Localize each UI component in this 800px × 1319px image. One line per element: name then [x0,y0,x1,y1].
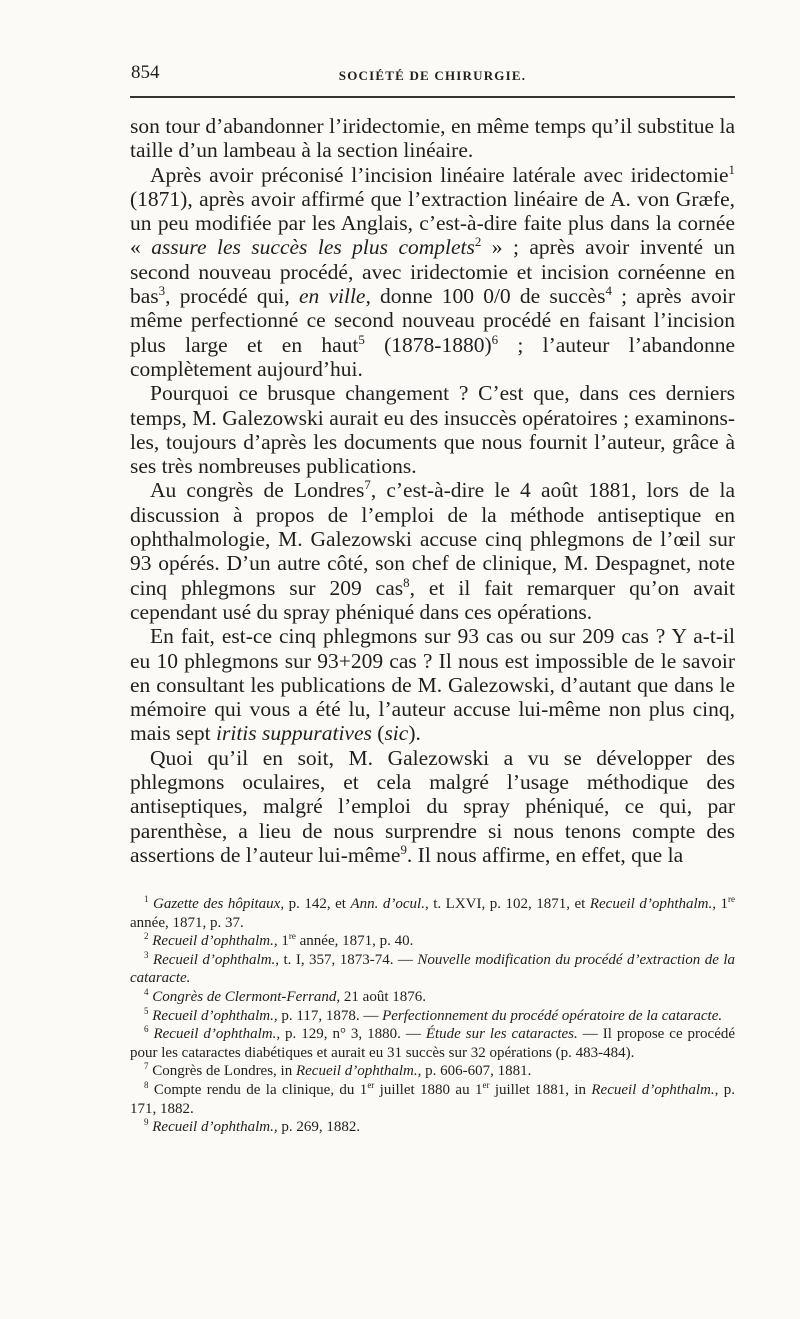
footnote-ref-9: 9 [400,842,407,857]
footnote-9: $^9$ Recueil d’ophthalm., p. 269, 1882. [144,1117,361,1136]
footnote-ref-7: 7 [364,478,371,493]
footnote-ref-8: 8 [403,575,410,590]
footnote-7: $^7$ Congrès de Londres, in Recueil d’ophthalm., p. 606-607, 1881. [144,1061,532,1080]
paragraph-2: Après avoir préconisé l’incision linéaire latérale avec iridectomie$^1$ (1871), après avoir affirmé que l’extraction linéaire de A. von Græfe, un peu modifiée par les Anglais, c’est-à-dire faite plus dans la cornée « assure les succès les plus complets$^2$ » ; après avoir inventé un second nouveau procédé, avec iridectomie et incision cornéenne en bas$^3$, procédé qui, en ville, donne 100 0/0 de succès$^4$ ; après avoir même perfectionné ce second nouveau procédé en faisant l’incision plus large et en haut$^5$ (1878-1880)$^6$ ; l’auteur l’abandonne complètement aujourd’hui. [130,162,736,381]
footnote-6: $^6$ Recueil d’ophthalm., p. 129, n° 3, 1880. — Étude sur les cataractes. — Il propose ce procédé pour les cataractes diabétiques et aurait eu 31 succès sur 32 opérations (p. 483-484). [130,1024,736,1061]
footnote-8: $^8$ Compte rendu de la clinique, du 1er juillet 1880 au 1er juillet 1881, in Recueil d’ophthalm., p. 171, 1882. [130,1079,736,1117]
footnote-ref-6: 6 [491,332,499,347]
footnote-4: $^4$ Congrès de Clermont-Ferrand, 21 août 1876. [144,986,426,1005]
paragraph-4: Au congrès de Londres$^7$, c’est-à-dire le 4 août 1881, lors de la discussion à propos de l’emploi de la méthode antiseptique en ophthalmologie, M. Galezowski accuse cinq phlegmons de l’œil sur 93 opérés. D’un autre côté, son chef de clinique, M. Despagnet, note cinq phlegmons sur 209 cas$^8$, et il fait remarquer qu’on avait cependant usé du spray phéniqué dans ces opérations. [130,478,736,624]
footnote-1: $^1$ Gazette des hôpitaux, p. 142, et Ann. d’ocul., t. LXVI, p. 102, 1871, et Recueil d’ophthalm., 1re année, 1871, p. 37. [130,894,736,931]
footnote-ref-5: 5 [358,332,365,347]
footnote-ref-4: 4 [605,283,612,298]
page-number: 854 [131,62,160,83]
footnote-ref-1: 1 [728,162,735,177]
footnote-ref-2: 2 [474,235,482,250]
footnote-ref-3: 3 [158,283,166,298]
paragraph-6: Quoi qu’il en soit, M. Galezowski a vu se développer des phlegmons oculaires, et cela malgré l’usage méthodique des antiseptiques, malgré l’emploi du spray phéniqué, ce qui, par parenthèse, a lieu de nous surprendre si nous tenons compte des assertions de l’auteur lui-même$^9$. Il nous affirme, en effet, que la [130,745,735,867]
paragraph-5: En fait, est-ce cinq phlegmons sur 93 cas ou sur 209 cas ? Y a-t-il eu 10 phlegmons sur 93+209 cas ? Il nous est impossible de le savoir en consultant les publications de M. Galezowski, d’autant que dans le mémoire qui vous a été lu, l’auteur accuse lui-même non plus cinq, mais sept iritis suppuratives (sic). [130,624,735,746]
footnote-5: $^5$ Recueil d’ophthalm., p. 117, 1878. — Perfectionnement du procédé opératoire de la cataracte. [144,1005,723,1024]
footnotes [130,895,735,1137]
paragraph-3: Pourquoi ce brusque changement ? C’est que, dans ces derniers temps, M. Galezowski aurait eu des insuccès opératoires ; examinons-les, toujours d’après les documents que nous fournit l’auteur, grâce à ses très nombreuses publications. [130,381,735,479]
footnote-2: $^2$ Recueil d’ophthalm., 1re année, 1871, p. 40. [144,931,414,950]
header-rule [130,96,735,98]
main-text [130,114,735,867]
paragraph-1: son tour d’abandonner l’iridectomie, en même temps qu’il substitue la taille d’un lambeau à la section linéaire. [130,114,735,163]
footnote-3: $^3$ Recueil d’ophthalm., t. I, 357, 1873-74. — Nouvelle modification du procédé d’extraction de la cataracte. [130,949,735,987]
running-title: SOCIÉTÉ DE CHIRURGIE. [338,68,527,83]
